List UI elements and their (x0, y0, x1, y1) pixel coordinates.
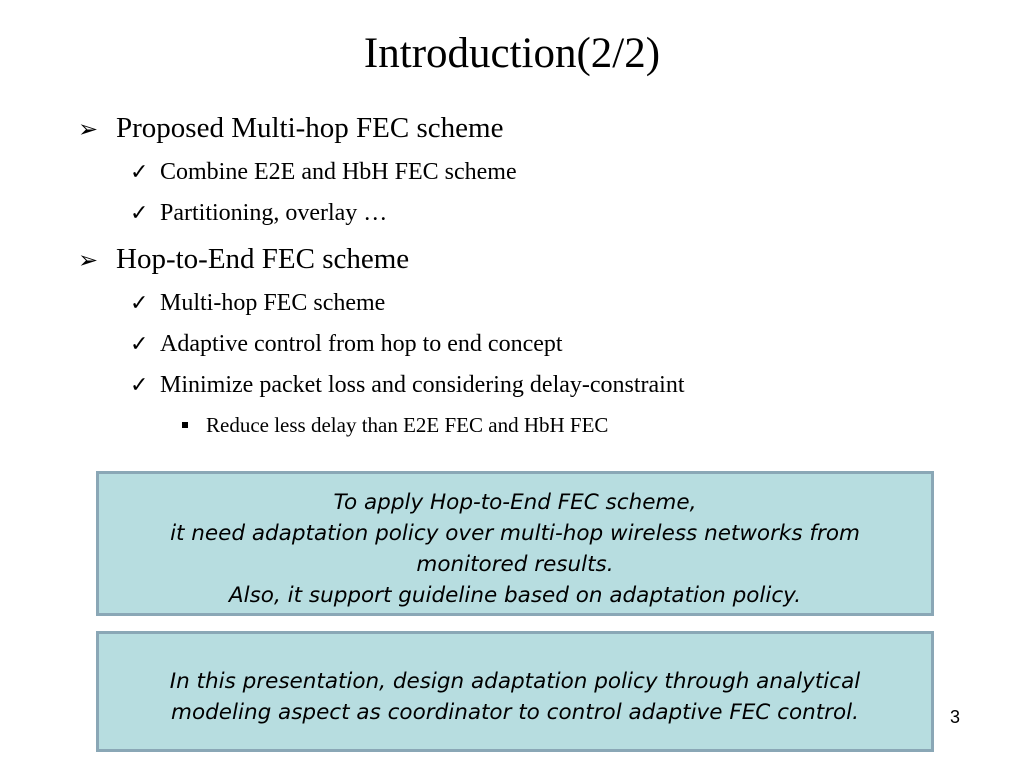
page-number: 3 (950, 707, 961, 727)
square-bullet-icon (182, 413, 206, 438)
bullet-text: Hop-to-End FEC scheme (116, 243, 410, 275)
sub-bullet-text: Minimize packet loss and considering delay-constraint (160, 372, 685, 398)
checkmark-icon: ✓ (130, 201, 149, 226)
sub-bullet-text: Multi-hop FEC scheme (160, 290, 386, 316)
slide-title: Introduction(2/2) (363, 30, 661, 77)
callout-line: In this presentation, design adaptation policy through analytical (169, 669, 861, 694)
callout-box-presentation-design (96, 631, 934, 752)
sub-bullet-partitioning (130, 200, 387, 227)
sub-bullet-minimize (130, 372, 685, 399)
checkmark-icon: ✓ (130, 373, 149, 398)
sub-bullet-combine (130, 159, 517, 186)
bullet-item-proposed-multihop (78, 112, 503, 145)
sub-sub-bullet-reduce (182, 413, 608, 438)
bullet-item-hop-to-end (78, 243, 409, 276)
checkmark-icon: ✓ (130, 160, 149, 185)
callout-box-adaptation-policy (96, 471, 934, 616)
callout-line: To apply Hop-to-End FEC scheme, (333, 490, 697, 515)
sub-bullet-text: Combine E2E and HbH FEC scheme (160, 159, 517, 185)
bullet-text: Proposed Multi-hop FEC scheme (116, 112, 504, 144)
callout-line: monitored results. (416, 552, 614, 577)
arrow-bullet-icon: ➢ (78, 246, 99, 274)
sub-bullet-adaptive (130, 331, 563, 358)
sub-sub-bullet-text: Reduce less delay than E2E FEC and HbH FEC (206, 413, 609, 437)
sub-bullet-multihop (130, 290, 385, 317)
checkmark-icon: ✓ (130, 291, 149, 316)
checkmark-icon: ✓ (130, 332, 149, 357)
callout-line: Also, it support guideline based on adaptation policy. (228, 583, 802, 608)
sub-bullet-text: Adaptive control from hop to end concept (160, 331, 563, 357)
callout-line: it need adaptation policy over multi-hop wireless networks from (170, 521, 860, 546)
arrow-bullet-icon: ➢ (78, 115, 99, 143)
callout-line: modeling aspect as coordinator to control adaptive FEC control. (171, 700, 859, 725)
sub-bullet-text: Partitioning, overlay … (160, 200, 388, 226)
